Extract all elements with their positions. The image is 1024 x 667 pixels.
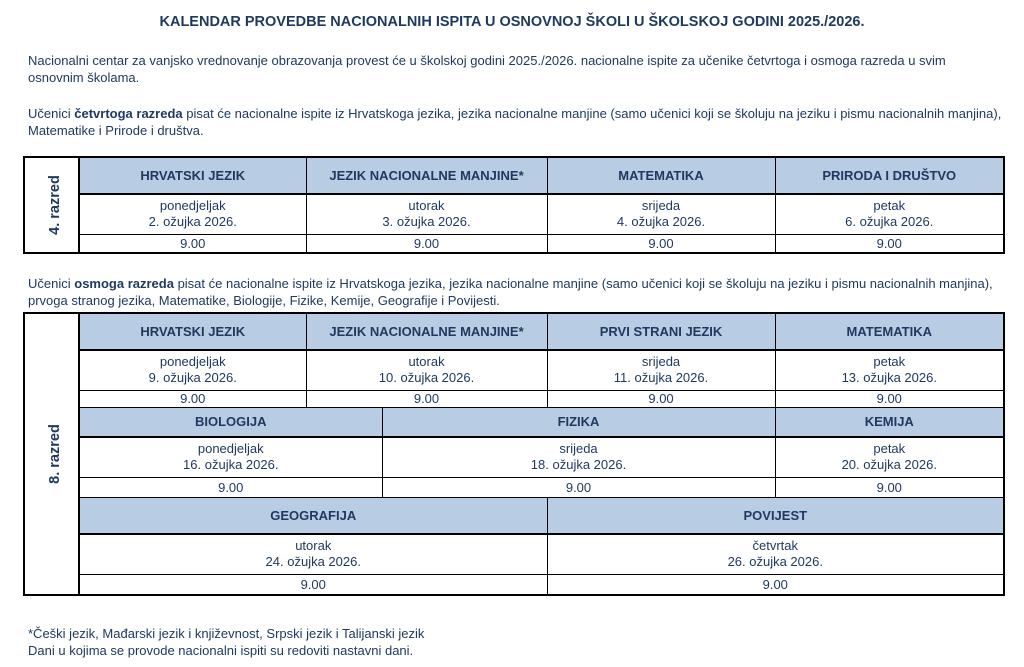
grade4-text-after: pisat će nacionalne ispite iz Hrvatskoga jezika, jezika nacionalne manjine (samo učenici koji se školuju na jeziku i pismu nacionalnih manjina), Matematike i Prirode i društva. — [28, 106, 1002, 138]
grade8-subject-r1-0: HRVATSKI JEZIK — [79, 313, 306, 350]
grade8-header-row-3 — [24, 497, 1004, 534]
exam-date: 26. ožujka 2026. — [727, 554, 823, 570]
grade8-time-row-3 — [24, 574, 1004, 595]
grade8-paragraph — [28, 275, 1003, 309]
exam-time: 9.00 — [79, 477, 382, 497]
exam-date: 6. ožujka 2026. — [845, 214, 934, 230]
grade8-date-row-1 — [24, 350, 1004, 390]
exam-day: petak — [873, 441, 906, 457]
grade8-subject-r2-0: BIOLOGIJA — [79, 407, 382, 437]
exam-time: 9.00 — [306, 234, 547, 253]
grade8-date-cell-r1-3 — [775, 350, 1004, 390]
grade8-date-cell-r2-2 — [775, 437, 1004, 477]
exam-day: srijeda — [641, 354, 681, 370]
grade8-date-cell-r2-0 — [79, 437, 382, 477]
exam-date: 9. ožujka 2026. — [148, 370, 237, 386]
grade4-date-cell-1 — [306, 194, 547, 234]
grade8-date-cell-r3-1 — [547, 534, 1004, 574]
exam-time: 9.00 — [547, 574, 1004, 595]
grade8-text-before: Učenici — [28, 276, 75, 291]
grade4-subject-1: JEZIK NACIONALNE MANJINE* — [306, 157, 547, 194]
grade4-date-cell-0 — [79, 194, 306, 234]
grade8-subject-r1-1: JEZIK NACIONALNE MANJINE* — [306, 313, 547, 350]
exam-time: 9.00 — [775, 477, 1004, 497]
grade8-label: 8. razred — [46, 424, 63, 484]
exam-time: 9.00 — [547, 234, 775, 253]
exam-time: 9.00 — [79, 574, 547, 595]
exam-time: 9.00 — [775, 390, 1004, 407]
grade8-date-cell-r1-1 — [306, 350, 547, 390]
grade8-subject-r1-2: PRVI STRANI JEZIK — [547, 313, 775, 350]
grade4-subject-0: HRVATSKI JEZIK — [79, 157, 306, 194]
exam-time: 9.00 — [382, 477, 775, 497]
grade8-date-row-3 — [24, 534, 1004, 574]
intro-paragraph: Nacionalni centar za vanjsko vrednovanje obrazovanja provest će u školskoj godini 2025./2026. nacionalne ispite za učenike četvrtoga i osmoga razreda u svim osnovnim školama. — [28, 53, 946, 85]
exam-date: 13. ožujka 2026. — [841, 370, 937, 386]
footnote — [28, 625, 424, 659]
grade8-text-bold: osmoga razreda — [74, 276, 174, 291]
exam-date: 11. ožujka 2026. — [613, 370, 709, 386]
grade8-date-cell-r2-1 — [382, 437, 775, 477]
exam-day: srijeda — [559, 441, 598, 457]
exam-day: srijeda — [641, 198, 681, 214]
exam-day: četvrtak — [752, 538, 799, 554]
page-title: KALENDAR PROVEDBE NACIONALNIH ISPITA U OSNOVNOJ ŠKOLI U ŠKOLSKOJ GODINI 2025./2026. — [159, 14, 865, 30]
exam-date: 16. ožujka 2026. — [183, 457, 279, 473]
exam-date: 20. ožujka 2026. — [841, 457, 937, 473]
exam-date: 2. ožujka 2026. — [148, 214, 237, 230]
exam-date: 3. ožujka 2026. — [382, 214, 471, 230]
grade8-text-after: pisat će nacionalne ispite iz Hrvatskoga jezika, jezika nacionalne manjine (samo učenici koji se školuju na jeziku i pismu nacionalnih manjina), prvoga stranog jezika, Matematike, Biologije, Fizike, Kemije, Geografije i Povijesti. — [28, 276, 993, 308]
grade8-date-row-2 — [24, 437, 1004, 477]
grade4-date-cell-3 — [775, 194, 1004, 234]
footnote-languages: *Češki jezik, Mađarski jezik i književnost, Srpski jezik i Talijanski jezik — [28, 626, 425, 641]
exam-time: 9.00 — [79, 390, 306, 407]
grade8-date-cell-r3-0 — [79, 534, 547, 574]
exam-day: petak — [873, 354, 906, 370]
grade8-header-row-2 — [24, 407, 1004, 437]
grade8-subject-r3-1: POVIJEST — [547, 497, 1004, 534]
grade4-header-row — [24, 157, 1004, 194]
exam-date: 4. ožujka 2026. — [616, 214, 706, 230]
grade8-date-cell-r1-0 — [79, 350, 306, 390]
exam-day: petak — [873, 198, 906, 214]
grade8-label-cell — [24, 313, 79, 595]
grade4-schedule-table — [23, 156, 1005, 254]
grade4-paragraph — [28, 105, 1003, 139]
grade8-subject-r2-1: FIZIKA — [382, 407, 775, 437]
exam-day: ponedjeljak — [159, 354, 226, 370]
grade8-schedule-table — [23, 312, 1005, 596]
grade4-text-bold: četvrtoga razreda — [74, 106, 183, 121]
exam-date: 10. ožujka 2026. — [378, 370, 475, 386]
exam-day: utorak — [408, 198, 445, 214]
grade4-text-before: Učenici — [28, 106, 75, 121]
footnote-regular-days: Dani u kojima se provode nacionalni ispiti su redoviti nastavni dani. — [28, 643, 414, 658]
grade4-subject-3: PRIRODA I DRUŠTVO — [775, 157, 1004, 194]
grade8-subject-r2-2: KEMIJA — [775, 407, 1004, 437]
grade4-subject-2: MATEMATIKA — [547, 157, 775, 194]
exam-time: 9.00 — [775, 234, 1004, 253]
exam-day: ponedjeljak — [197, 441, 264, 457]
grade4-label-cell — [24, 157, 79, 253]
exam-time: 9.00 — [79, 234, 306, 253]
exam-day: ponedjeljak — [159, 198, 226, 214]
grade8-time-row-2 — [24, 477, 1004, 497]
grade8-time-row-1 — [24, 390, 1004, 407]
grade8-date-cell-r1-2 — [547, 350, 775, 390]
exam-time: 9.00 — [306, 390, 547, 407]
exam-time: 9.00 — [547, 390, 775, 407]
exam-date: 18. ožujka 2026. — [530, 457, 627, 473]
grade4-date-row — [24, 194, 1004, 234]
exam-date: 24. ožujka 2026. — [265, 554, 361, 570]
grade4-date-cell-2 — [547, 194, 775, 234]
exam-day: utorak — [408, 354, 445, 370]
grade4-time-row — [24, 234, 1004, 253]
exam-day: utorak — [295, 538, 332, 554]
grade8-header-row-1 — [24, 313, 1004, 350]
grade8-subject-r3-0: GEOGRAFIJA — [79, 497, 547, 534]
grade4-label: 4. razred — [46, 175, 63, 235]
grade8-subject-r1-3: MATEMATIKA — [775, 313, 1004, 350]
